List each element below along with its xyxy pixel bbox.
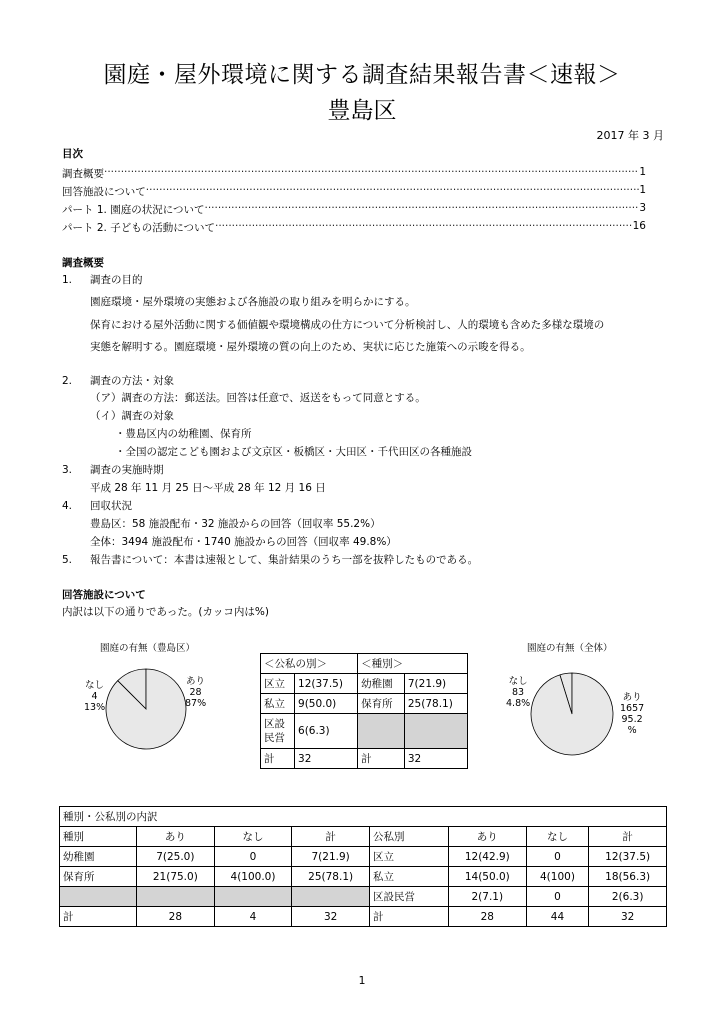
section-5-text: 報告書について：本書は速報として、集計結果のうち一部を抜粋したものである。 xyxy=(90,554,479,566)
toc-item-page: 16 xyxy=(632,220,646,232)
pie-left-title: 園庭の有無（豊島区） xyxy=(100,643,196,654)
cell: 7(21.9) xyxy=(404,674,467,694)
cell: 25(78.1) xyxy=(404,694,467,714)
cell: 4(100.0) xyxy=(214,867,292,887)
breakdown-caption: 種別・公私別の内訳 xyxy=(60,807,667,827)
pie-right-yes-count: 1657 xyxy=(620,703,645,714)
cell: 2(7.1) xyxy=(448,887,526,907)
cell: 9(50.0) xyxy=(295,694,358,714)
public-private-header: ＜公私の別＞ xyxy=(261,654,358,674)
section-1-title: 調査の目的 xyxy=(90,274,143,286)
header-cell: 種別 xyxy=(60,827,137,847)
pie-left-no-label xyxy=(84,680,105,713)
type-header: ＜種別＞ xyxy=(358,654,468,674)
header-cell: 計 xyxy=(589,827,667,847)
pie-right-no-label xyxy=(506,676,530,709)
document-date: 2017 年 3 月 xyxy=(596,129,664,142)
toc-heading: 目次 xyxy=(62,148,83,160)
cell: 32 xyxy=(295,749,358,769)
cell: 4(100) xyxy=(526,867,589,887)
collection-line-2: 全体：3494 施設配布・1740 施設からの回答（回収率 49.8%） xyxy=(90,536,397,548)
table-row xyxy=(261,674,468,694)
cell: 21(75.0) xyxy=(137,867,215,887)
respondents-heading: 回答施設について xyxy=(62,589,146,601)
page-number: 1 xyxy=(358,974,366,987)
section-1-number: 1. xyxy=(62,274,73,286)
pie-left-yes-name: あり xyxy=(186,676,206,687)
pie-right-yes-percent-sign: % xyxy=(627,725,637,736)
pie-left-yes-percent: 87% xyxy=(185,698,207,709)
section-3-number: 3. xyxy=(62,464,73,476)
method-line: （ア）調査の方法：郵送法。回答は任意で、返送をもって同意とする。 xyxy=(90,392,426,404)
table-row xyxy=(261,749,468,769)
table-header-row xyxy=(60,827,667,847)
breakdown-table xyxy=(59,806,667,927)
toc-item-page: 1 xyxy=(639,184,646,196)
cell: 0 xyxy=(214,847,292,867)
table-row xyxy=(261,694,468,714)
cell: 計 xyxy=(261,749,295,769)
toc-item-label: パート 2. 子どもの活動について xyxy=(62,222,215,234)
empty-cell xyxy=(404,714,467,749)
pie-right-yes-label xyxy=(620,692,644,736)
section-4-number: 4. xyxy=(62,500,73,512)
toc-item-page: 3 xyxy=(639,202,646,214)
cell: 12(37.5) xyxy=(295,674,358,694)
facility-summary-table xyxy=(260,653,468,769)
cell: 14(50.0) xyxy=(448,867,526,887)
header-cell: 計 xyxy=(292,827,370,847)
cell: 保育所 xyxy=(358,694,405,714)
cell: 18(56.3) xyxy=(589,867,667,887)
toc-item-label: パート 1. 園庭の状況について xyxy=(62,204,205,216)
cell: 32 xyxy=(589,907,667,927)
target-line: （イ）調査の対象 xyxy=(90,410,174,422)
section-4-title: 回収状況 xyxy=(90,500,132,512)
toc-item xyxy=(62,184,646,199)
cell: 4 xyxy=(214,907,292,927)
cell: 0 xyxy=(526,847,589,867)
target-item-2: ・全国の認定こども園および文京区・板橋区・大田区・千代田区の各種施設 xyxy=(115,446,472,458)
target-item-1: ・豊島区内の幼稚園、保育所 xyxy=(115,428,252,440)
table-row xyxy=(60,887,667,907)
pie-right-yes-percent: 95.2 xyxy=(621,714,643,725)
purpose-line-2: 保育における屋外活動に関する価値観や環境構成の仕方について分析検討し、人的環境も含めた多様な環境の xyxy=(90,319,605,331)
pie-right-title: 園庭の有無（全体） xyxy=(527,643,613,654)
toc-item xyxy=(62,220,646,235)
header-cell: なし xyxy=(526,827,589,847)
toc-leader-dots xyxy=(215,220,633,235)
table-row xyxy=(60,867,667,887)
cell: 幼稚園 xyxy=(358,674,405,694)
toc-item-page: 1 xyxy=(639,166,646,178)
document-title: 園庭・屋外環境に関する調査結果報告書＜速報＞ xyxy=(103,62,621,88)
section-2-title: 調査の方法・対象 xyxy=(90,375,174,387)
pie-slice-yes xyxy=(106,669,186,749)
cell: 25(78.1) xyxy=(292,867,370,887)
pie-left-yes-label xyxy=(185,676,206,709)
pie-left-no-count: 4 xyxy=(91,691,98,702)
section-2-number: 2. xyxy=(62,375,73,387)
pie-right-no-percent: 4.8% xyxy=(506,698,531,709)
empty-cell xyxy=(60,887,137,907)
cell: 私立 xyxy=(261,694,295,714)
cell: 44 xyxy=(526,907,589,927)
cell: 計 xyxy=(60,907,137,927)
table-row xyxy=(60,907,667,927)
cell: 32 xyxy=(404,749,467,769)
header-cell: 公私別 xyxy=(369,827,448,847)
pie-right-chart xyxy=(530,672,614,756)
pie-left-no-percent: 13% xyxy=(84,702,106,713)
pie-right-no-count: 83 xyxy=(512,687,525,698)
respondents-intro: 内訳は以下の通りであった。(カッコ内は%) xyxy=(62,606,269,618)
cell: 私立 xyxy=(369,867,448,887)
overview-heading: 調査概要 xyxy=(62,257,104,269)
table-row xyxy=(60,847,667,867)
cell: 区設民営 xyxy=(369,887,448,907)
purpose-line-3: 実態を解明する。園庭環境・屋外環境の質の向上のため、実状に応じた施策への示唆を得る。 xyxy=(90,341,531,353)
cell: 2(6.3) xyxy=(589,887,667,907)
cell: 計 xyxy=(358,749,405,769)
cell: 32 xyxy=(292,907,370,927)
cell: 区設 民営 xyxy=(261,714,295,749)
cell: 12(37.5) xyxy=(589,847,667,867)
toc-item xyxy=(62,202,646,217)
cell: 6(6.3) xyxy=(295,714,358,749)
cell: 区立 xyxy=(369,847,448,867)
section-5-number: 5. xyxy=(62,554,73,566)
toc-item-label: 調査概要 xyxy=(62,168,104,180)
cell: 28 xyxy=(448,907,526,927)
pie-left-no-name: なし xyxy=(85,680,105,691)
cell: 7(25.0) xyxy=(137,847,215,867)
cell: 0 xyxy=(526,887,589,907)
cell: 保育所 xyxy=(60,867,137,887)
empty-cell xyxy=(292,887,370,907)
pie-slice-yes xyxy=(531,673,613,755)
header-cell: あり xyxy=(448,827,526,847)
purpose-line-1: 園庭環境・屋外環境の実態および各施設の取り組みを明らかにする。 xyxy=(90,296,416,308)
header-cell: あり xyxy=(137,827,215,847)
cell: 区立 xyxy=(261,674,295,694)
cell: 幼稚園 xyxy=(60,847,137,867)
section-3-title: 調査の実施時期 xyxy=(90,464,164,476)
period-line: 平成 28 年 11 月 25 日〜平成 28 年 12 月 16 日 xyxy=(90,482,326,494)
toc-item xyxy=(62,166,646,181)
document-subtitle: 豊島区 xyxy=(327,98,397,124)
cell: 7(21.9) xyxy=(292,847,370,867)
toc-leader-dots xyxy=(204,202,639,217)
collection-line-1: 豊島区：58 施設配布・32 施設からの回答（回収率 55.2%） xyxy=(90,518,381,530)
empty-cell xyxy=(137,887,215,907)
empty-cell xyxy=(358,714,405,749)
cell: 計 xyxy=(369,907,448,927)
pie-right-yes-name: あり xyxy=(622,692,642,703)
pie-left-chart xyxy=(105,668,187,750)
pie-left-yes-count: 28 xyxy=(189,687,202,698)
pie-right-no-name: なし xyxy=(508,676,528,687)
header-cell: なし xyxy=(214,827,292,847)
toc-item-label: 回答施設について xyxy=(62,186,146,198)
toc-leader-dots xyxy=(104,166,639,181)
table-row xyxy=(261,714,468,749)
toc-leader-dots xyxy=(146,184,640,199)
empty-cell xyxy=(214,887,292,907)
cell: 28 xyxy=(137,907,215,927)
cell: 12(42.9) xyxy=(448,847,526,867)
